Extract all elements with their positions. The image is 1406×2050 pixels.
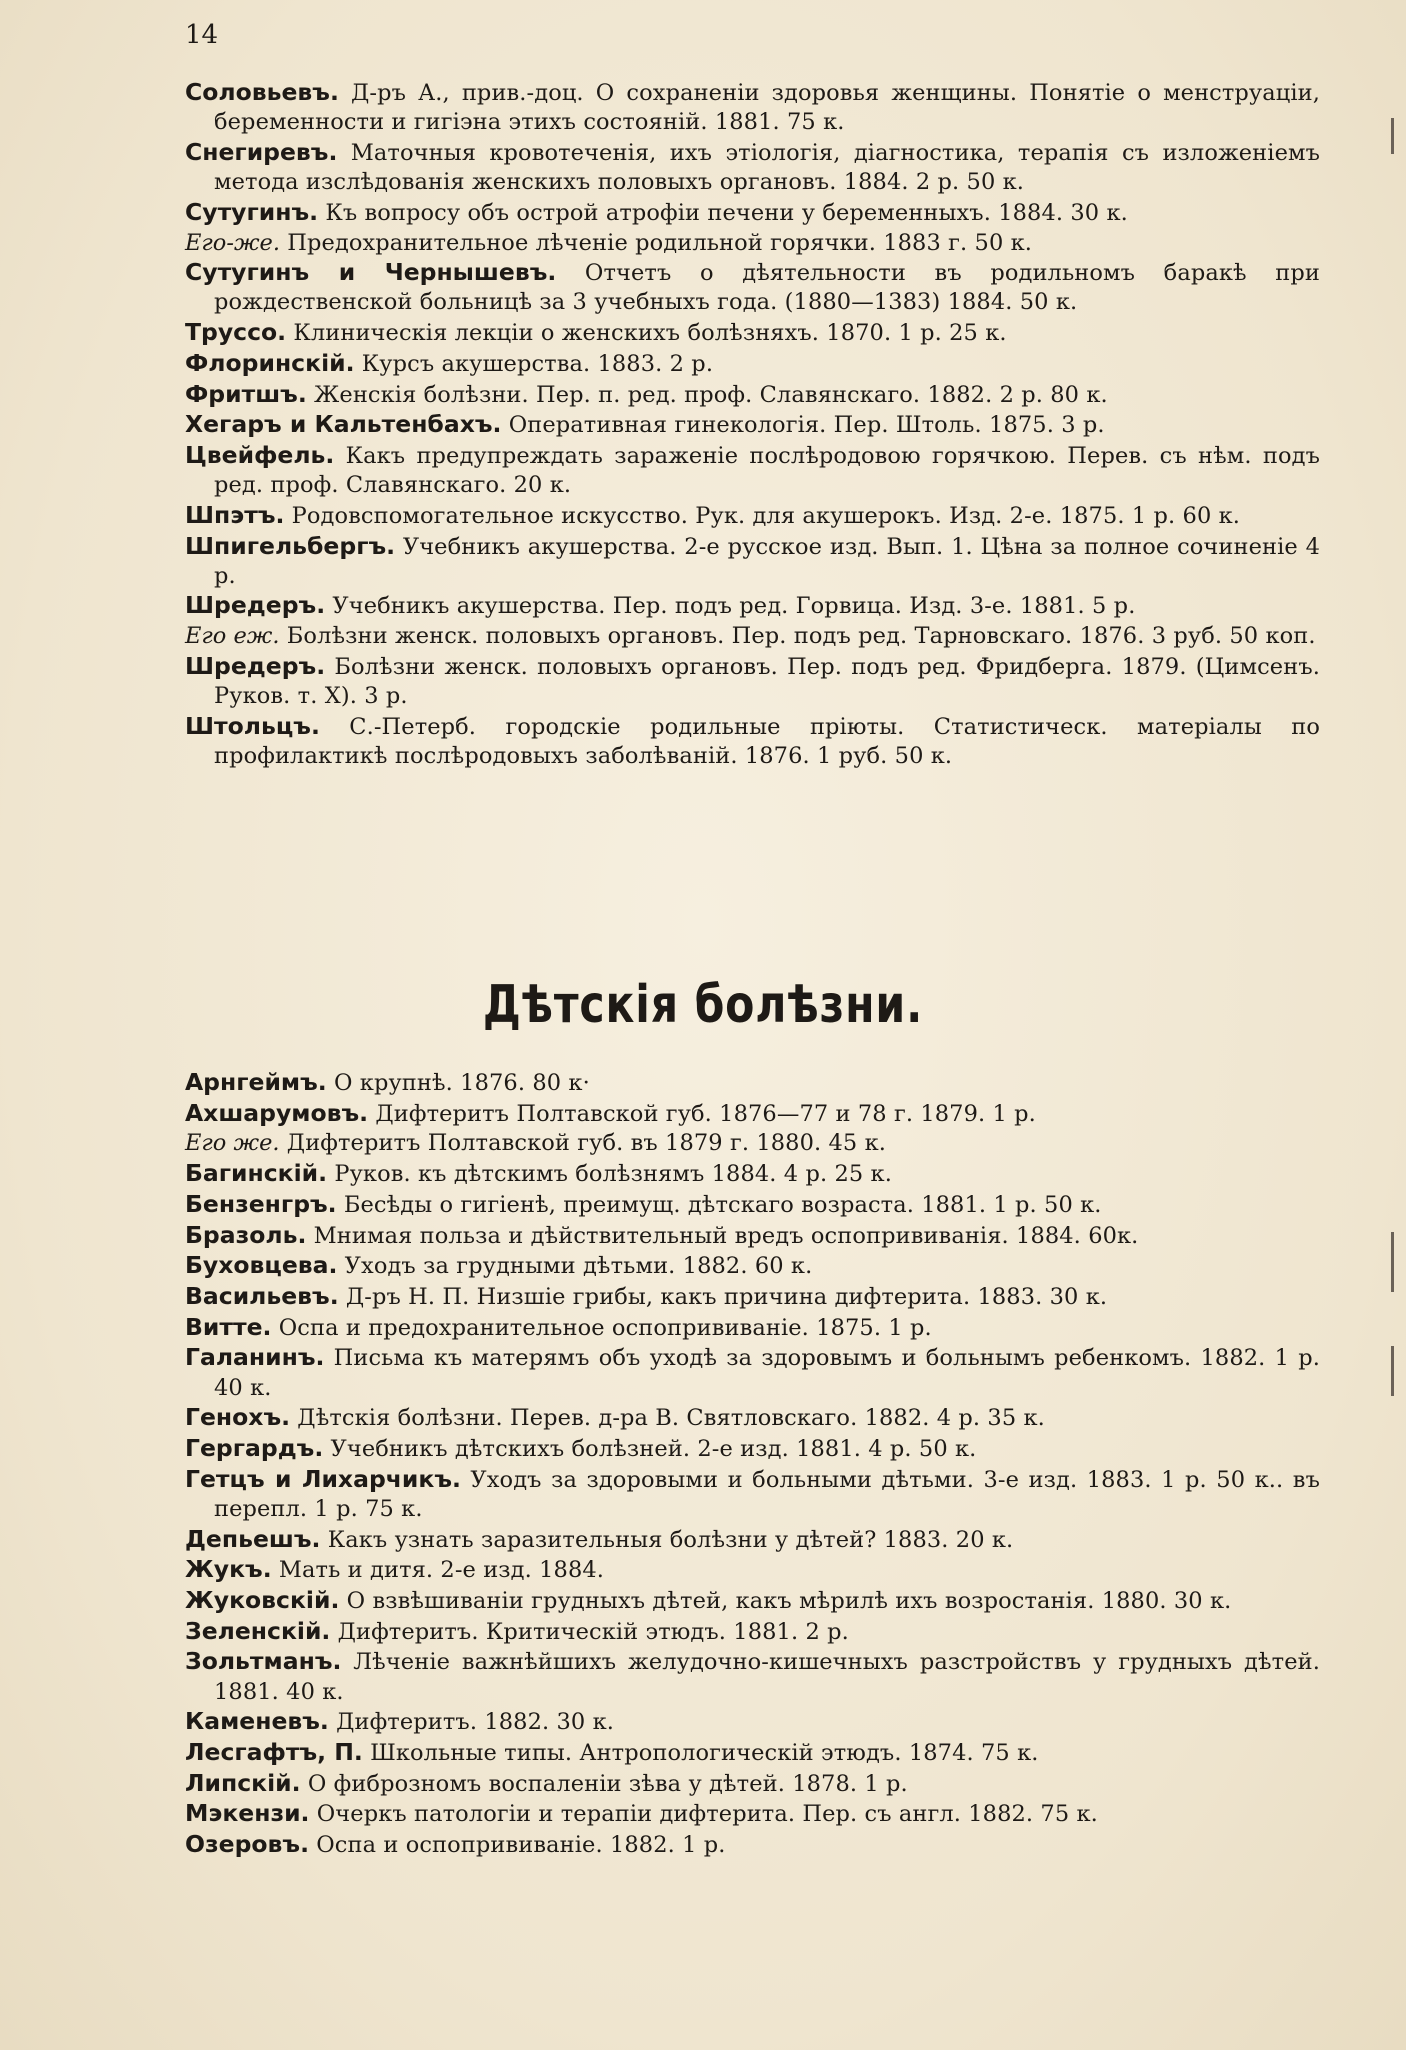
entry-author: Сутугинъ и Чернышевъ.: [185, 258, 557, 287]
entry-author: Ахшарумовъ.: [185, 1098, 369, 1127]
entry-text: Оспа и оспопрививаніе. 1882. 1 р.: [309, 1832, 726, 1859]
entry-author: Его же.: [185, 1130, 280, 1157]
bibliography-entry: [185, 501, 1320, 531]
entry-text: Курсъ акушерства. 1883. 2 р.: [354, 350, 714, 377]
bibliography-entry: [185, 1465, 1320, 1524]
bibliography-entry: [185, 1099, 1320, 1129]
entry-text: Уходъ за грудными дѣтьми. 1882. 60 к.: [337, 1253, 813, 1280]
entry-text: Дифтеритъ. 1882. 30 к.: [328, 1709, 615, 1736]
entry-text: Учебникъ акушерства. 2-е русское изд. Вып. 1. Цѣна за полное сочиненіе 4 р.: [214, 533, 1320, 589]
bibliography-entry: [185, 1555, 1320, 1585]
entry-text: О крупнѣ. 1876. 80 к·: [326, 1070, 590, 1096]
bibliography-entry: [185, 652, 1320, 711]
entry-text: Къ вопросу объ острой атрофіи печени у беременныхъ. 1884. 30 к.: [318, 199, 1128, 226]
entry-text: О фиброзномъ воспаленіи зѣва у дѣтей. 1878. 1 р.: [300, 1770, 908, 1797]
bibliography-entry: [185, 138, 1320, 197]
entry-text: Письма къ матерямъ объ уходѣ за здоровымъ и больнымъ ребенкомъ. 1882. 1 р. 40 к.: [214, 1345, 1320, 1401]
entry-text: Дифтеритъ. Критическій этюдъ. 1881. 2 р.: [330, 1618, 849, 1645]
entry-author: Флоринскій.: [185, 348, 355, 377]
entry-author: Фритшъ.: [185, 379, 307, 408]
entry-author: Мэкензи.: [185, 1799, 310, 1828]
scan-edge-mark: [1391, 1232, 1394, 1292]
entry-text: Очеркъ патологіи и терапіи дифтерита. Пер. съ англ. 1882. 75 к.: [309, 1801, 1098, 1828]
entry-author: Витте.: [185, 1312, 272, 1341]
entry-author: Озеровъ.: [185, 1830, 309, 1859]
bibliography-entry: [185, 1068, 1320, 1098]
bibliography-entry: [185, 1159, 1320, 1189]
entry-author: Снегиревъ.: [185, 137, 338, 166]
entry-author: Липскій.: [185, 1768, 301, 1797]
entry-text: С.-Петерб. городскіе родильные пріюты. Статистическ. матеріалы по профилактикѣ послѣродовыхъ заболѣваній. 1876. 1 руб. 50 к.: [214, 713, 1320, 769]
bibliography-entry: [185, 1313, 1320, 1343]
bibliography-entry: [185, 1129, 1320, 1158]
entry-author: Жукъ.: [185, 1555, 272, 1584]
entry-text: Дифтеритъ Полтавской губ. 1876—77 и 78 г. 1879. 1 р.: [368, 1100, 1036, 1127]
bibliography-entry: [185, 1403, 1320, 1433]
entry-author: Багинскій.: [185, 1159, 328, 1188]
entry-text: Уходъ за здоровыми и больными дѣтьми. 3-е изд. 1883. 1 р. 50 к.. въ перепл. 1 р. 75 к.: [214, 1466, 1320, 1522]
entry-text: Оспа и предохранительное оспопрививаніе. 1875. 1 р.: [271, 1314, 932, 1341]
bibliography-entry: [185, 1282, 1320, 1312]
entry-author: Хегаръ и Кальтенбахъ.: [185, 410, 502, 439]
entry-text: Д-ръ Н. П. Низшіе грибы, какъ причина дифтерита. 1883. 30 к.: [338, 1283, 1108, 1310]
entry-author: Штольцъ.: [185, 711, 320, 740]
bibliography-entry: [185, 591, 1320, 621]
bibliography-entry: [185, 318, 1320, 348]
scan-edge-mark: [1391, 1346, 1394, 1396]
bibliography-entry: [185, 622, 1320, 651]
bibliography-entry: [185, 198, 1320, 228]
entry-author: Галанинъ.: [185, 1343, 325, 1372]
entry-text: О взвѣшиваніи грудныхъ дѣтей, какъ мѣрилѣ ихъ возростанія. 1880. 30 к.: [339, 1587, 1232, 1614]
entry-author: Гетцъ и Лихарчикъ.: [185, 1464, 461, 1493]
entry-text: Маточныя кровотеченія, ихъ этіологія, діагностика, терапія съ изложеніемъ метода изслѣдованія женскихъ половыхъ органовъ. 1884. 2 р. 50 к.: [214, 139, 1320, 196]
bibliography-entry: [185, 258, 1320, 317]
entry-text: Оперативная гинекологія. Пер. Штоль. 1875. 3 р.: [501, 412, 1105, 439]
entry-text: Родовспомогательное искусство. Рук. для акушерокъ. Изд. 2-е. 1875. 1 р. 60 к.: [284, 502, 1241, 529]
bibliography-entry: [185, 410, 1320, 440]
bibliography-entry: [185, 1251, 1320, 1281]
bibliography-entry: [185, 1525, 1320, 1555]
entry-text: Лѣченіе важнѣйшихъ желудочно-кишечныхъ разстройствъ у грудныхъ дѣтей. 1881. 40 к.: [214, 1649, 1320, 1705]
entry-text: Бесѣды о гигіенѣ, преимущ. дѣтскаго возраста. 1881. 1 р. 50 к.: [336, 1191, 1102, 1218]
scan-edge-mark: [1391, 118, 1394, 154]
entry-text: Какъ предупреждать зараженіе послѣродовою горячкою. Перев. съ нѣм. подъ ред. проф. Славянскаго. 20 к.: [214, 442, 1320, 499]
entry-author: Гергардъ.: [185, 1433, 324, 1462]
bibliography-entry: [185, 1190, 1320, 1220]
entry-text: Какъ узнать заразительныя болѣзни у дѣтей? 1883. 20 к.: [320, 1526, 1014, 1553]
entry-text: Дифтеритъ Полтавской губ. въ 1879 г. 1880. 45 к.: [279, 1130, 887, 1157]
bibliography-entry: [185, 1221, 1320, 1251]
bibliography-entry: [185, 712, 1320, 771]
entry-author: Соловьевъ.: [185, 78, 339, 106]
entry-text: Мать и дитя. 2-е изд. 1884.: [271, 1557, 605, 1584]
bibliography-entry: [185, 380, 1320, 410]
entry-author: Шредеръ.: [185, 651, 326, 680]
entry-author: Жуковскій.: [185, 1585, 340, 1614]
entry-author: Шпигельбергъ.: [185, 531, 396, 560]
entry-author: Васильевъ.: [185, 1281, 339, 1310]
entry-author: Труссо.: [185, 318, 287, 347]
entry-author: Депьешъ.: [185, 1524, 321, 1553]
entry-text: Мнимая польза и дѣйствительный вредъ оспопрививанія. 1884. 60к.: [306, 1222, 1139, 1249]
bibliography-entry: [185, 1617, 1320, 1647]
bibliography-entry: [185, 1738, 1320, 1768]
entry-text: Учебникъ дѣтскихъ болѣзней. 2-е изд. 1881. 4 р. 50 к.: [323, 1435, 977, 1462]
bibliography-entry: [185, 1586, 1320, 1616]
entry-text: Болѣзни женск. половыхъ органовъ. Пер. подъ ред. Фридберга. 1879. (Цимсенъ. Руков. т. X). 3 р.: [214, 653, 1320, 710]
bibliography-entry: [185, 1799, 1320, 1829]
entry-author: Шредеръ.: [185, 591, 326, 620]
bibliography-entry: [185, 1647, 1320, 1706]
entry-author: Бразоль.: [185, 1220, 307, 1249]
entry-author: Его еж.: [185, 623, 280, 650]
entry-author: Зеленскій.: [185, 1616, 331, 1645]
entry-text: Отчетъ о дѣятельности въ родильномъ баракѣ при рождественской больницѣ за 3 учебныхъ года. (1880—1383) 1884. 50 к.: [214, 260, 1320, 316]
entry-author: Буховцева.: [185, 1251, 338, 1280]
entry-text: Клиническія лекціи о женскихъ болѣзняхъ. 1870. 1 р. 25 к.: [286, 320, 1007, 347]
bibliography-entry: [185, 1434, 1320, 1464]
entry-author: Каменевъ.: [185, 1707, 329, 1736]
entry-author: Шпэтъ.: [185, 500, 285, 529]
entry-text: Руков. къ дѣтскимъ болѣзнямъ 1884. 4 р. 25 к.: [327, 1161, 892, 1188]
entry-text: Дѣтскія болѣзни. Перев. д-ра В. Святловскаго. 1882. 4 р. 35 к.: [290, 1405, 1045, 1432]
entry-author: Сутугинъ.: [185, 197, 319, 226]
bibliography-entry: [185, 229, 1320, 258]
entry-author: Бензенгръ.: [185, 1189, 337, 1218]
entry-text: Учебникъ акушерства. Пер. подъ ред. Горвица. Изд. 3-е. 1881. 5 р.: [325, 593, 1136, 620]
bibliography-entry: [185, 1343, 1320, 1402]
entry-text: Д-ръ А., прив.-доц. О сохраненіи здоровья женщины. Понятіе о менструаціи, беременности и гигіэна этихъ состояній. 1881. 75 к.: [214, 80, 1320, 136]
bibliography-list-obstetrics: [185, 78, 1320, 772]
section-heading: Дѣтскія болѣзни.: [482, 975, 924, 1035]
bibliography-entry: [185, 441, 1320, 500]
entry-author: Его-же.: [185, 229, 280, 256]
bibliography-entry: [185, 349, 1320, 379]
entry-text: Женскія болѣзни. Пер. п. ред. проф. Славянскаго. 1882. 2 р. 80 к.: [306, 381, 1108, 408]
bibliography-entry: [185, 1707, 1320, 1737]
entry-author: Зольтманъ.: [185, 1647, 342, 1676]
bibliography-list-pediatrics: [185, 1068, 1320, 1861]
bibliography-entry: [185, 78, 1320, 137]
entry-text: Болѣзни женск. половыхъ органовъ. Пер. подъ ред. Тарновскаго. 1876. 3 руб. 50 коп.: [279, 623, 1316, 650]
bibliography-entry: [185, 1830, 1320, 1860]
entry-text: Школьные типы. Антропологическій этюдъ. 1874. 75 к.: [362, 1739, 1039, 1766]
entry-text: Предохранительное лѣченіе родильной горячки. 1883 г. 50 к.: [280, 229, 1033, 256]
entry-author: Цвейфель.: [185, 440, 335, 469]
entry-author: Арнгеймъ.: [185, 1068, 327, 1096]
entry-author: Лесгафтъ, П.: [185, 1737, 363, 1766]
bibliography-entry: [185, 1769, 1320, 1799]
bibliography-entry: [185, 532, 1320, 591]
entry-author: Генохъ.: [185, 1403, 291, 1432]
page-number: 14: [185, 20, 219, 50]
